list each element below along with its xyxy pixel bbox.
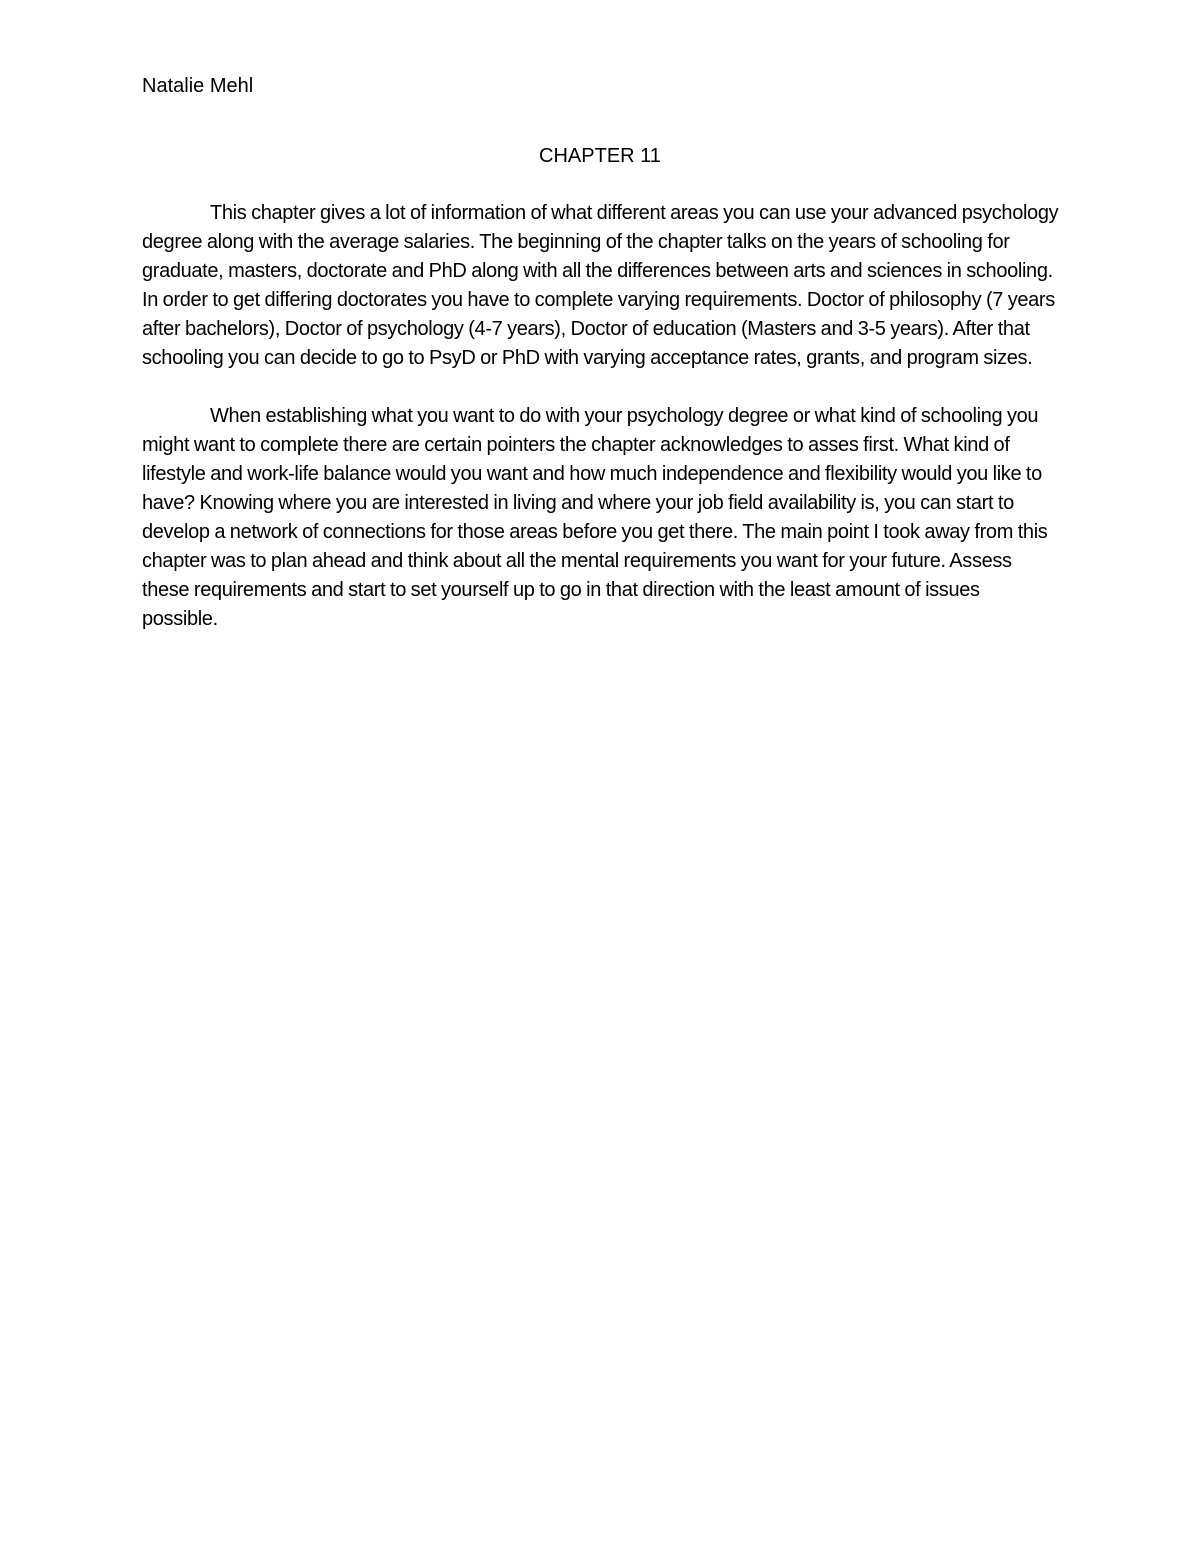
document-body	[142, 199, 1060, 663]
paragraph-2: When establishing what you want to do with your psychology degree or what kind of schooling you might want to complete there are certain pointers the chapter acknowledges to asses first. What kind of lifestyle and work-life balance would you want and how much independence and flexibility would you like to have? Knowing where you are interested in living and where your job field availability is, you can start to develop a network of connections for those areas before you get there. The main point I took away from this chapter was to plan ahead and think about all the mental requirements you want for your future. Assess these requirements and start to set yourself up to go in that direction with the least amount of issues possible.	[142, 405, 1048, 630]
paragraph-1: This chapter gives a lot of information of what different areas you can use your advanced psychology degree along with the average salaries. The beginning of the chapter talks on the years of schooling for graduate, masters, doctorate and PhD along with all the differences between arts and sciences in schooling. In order to get differing doctorates you have to complete varying requirements. Doctor of philosophy (7 years after bachelors), Doctor of psychology (4-7 years), Doctor of education (Masters and 3-5 years). After that schooling you can decide to go to PsyD or PhD with varying acceptance rates, grants, and program sizes.	[142, 202, 1059, 369]
author-name: Natalie Mehl	[142, 75, 254, 97]
chapter-title: CHAPTER 11	[539, 145, 661, 167]
